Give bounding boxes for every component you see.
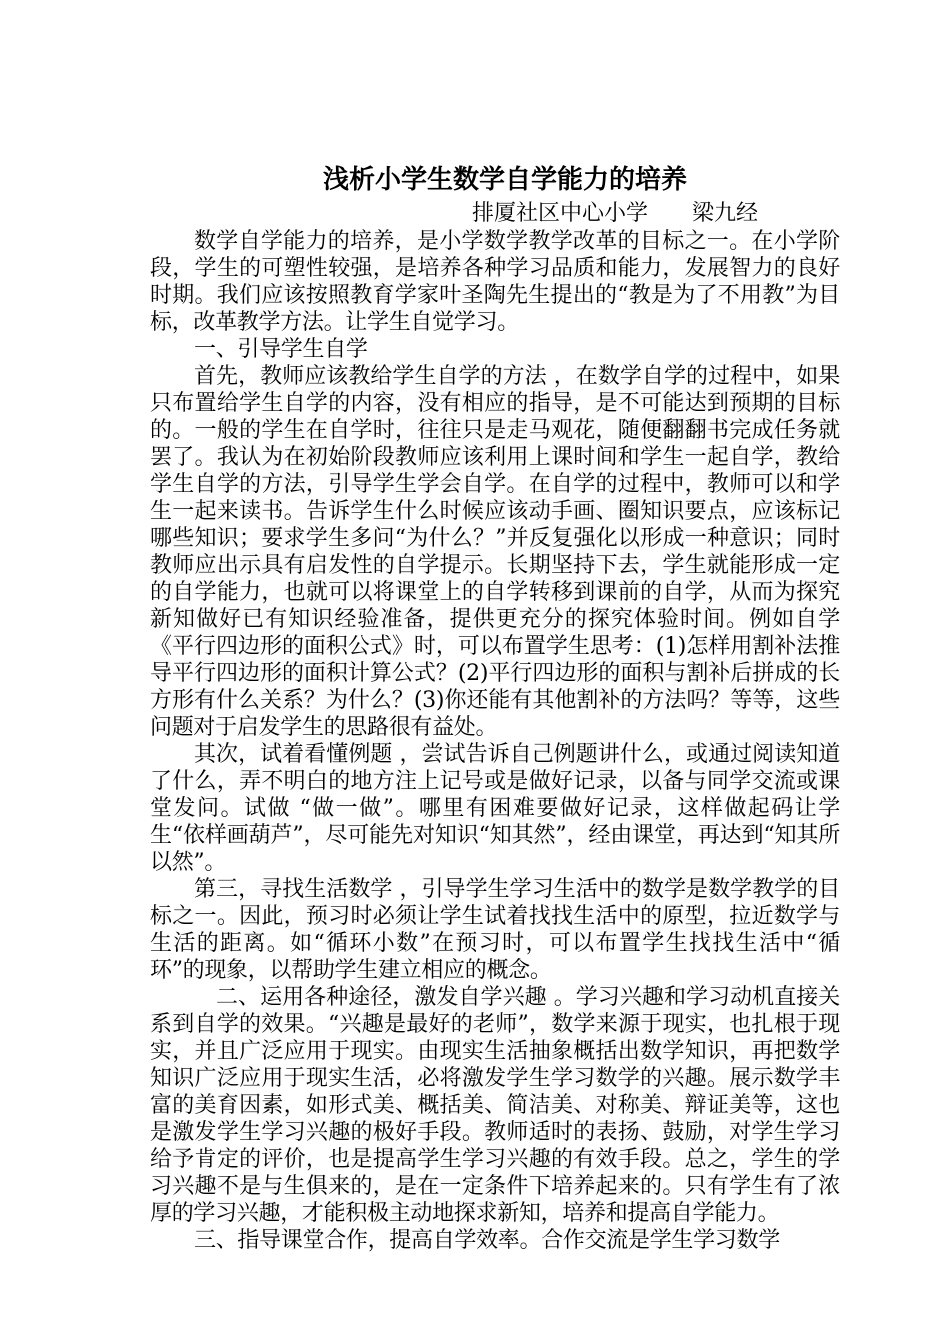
paragraph-third: 第三，寻找生活数学 ，引导学生学习生活中的数学是数学教学的目标之一。因此，预习时必须让学生试着找找生活中的原型，拉近数学与生活的距离。如“循环小数”在预习时，可以布置学生找找生活中“循环”的现象，以帮助学生建立相应的概念。 <box>150 877 840 983</box>
author-name: 梁九经 <box>692 201 759 226</box>
school-name: 排厦社区中心小学 <box>472 201 649 226</box>
section-heading-1: 一、引导学生自学 <box>194 337 368 362</box>
paragraph-first: 首先，教师应该教给学生自学的方法 ，在数学自学的过程中，如果只布置给学生自学的内容，没有相应的指导，是不可能达到预期的目标的。一般的学生在自学时，往往只是走马观花，随便翻翻书完成任务就罢了。我认为在初始阶段教师应该利用上课时间和学生一起自学，教给学生自学的方法，引导学生学会自学。在自学的过程中，教师可以和学生一起来读书。告诉学生什么时候应该动手画、圈知识要点，应该标记哪些知识；要求学生多问“为什么？”并反复强化以形成一种意识；同时教师应出示具有启发性的自学提示。长期坚持下去，学生就能形成一定的自学能力，也就可以将课堂上的自学转移到课前的自学，从而为探究新知做好已有知识经验准备，提供更充分的探究体验时间。例如自学《平行四边形的面积公式》时，可以布置学生思考：(1)怎样用割补法推导平行四边形的面积计算公式？(2)平行四边形的面积与割补后拼成的长方形有什么关系？为什么？(3)你还能有其他割补的方法吗？等等，这些问题对于启发学生的思路很有益处。 <box>150 364 840 740</box>
paragraph-second: 其次，试着看懂例题 ，尝试告诉自己例题讲什么，或通过阅读知道了什么，弄不明白的地方注上记号或是做好记录，以备与同学交流或课堂发问。试做 “做一做”。哪里有困难要做好记录，这样做起码让学生“依样画葫芦”，尽可能先对知识“知其然”，经由课堂，再达到“知其所以然”。 <box>150 742 840 875</box>
document-title: 浅析小学生数学自学能力的培养 <box>322 165 687 195</box>
document-page <box>150 160 840 1254</box>
document-body <box>150 228 840 1254</box>
section-heading-3-paragraph: 三、指导课堂合作，提高自学效率。合作交流是学生学习数学 <box>194 1228 780 1253</box>
byline <box>150 200 840 228</box>
section-heading-2-paragraph: 二、运用各种途径，激发自学兴趣 。学习兴趣和学习动机直接关系到自学的效果。“兴趣是最好的老师”，数学来源于现实，也扎根于现实，并且广泛应用于现实。由现实生活抽象概括出数学知识，再把数学知识广泛应用于现实生活，必将激发学生学习数学的兴趣。展示数学丰富的美育因素，如形式美、概括美、简洁美、对称美、辩证美等，这也是激发学生学习兴趣的极好手段。教师适时的表扬、鼓励，对学生学习给予肯定的评价，也是提高学生学习兴趣的有效手段。总之，学生的学习兴趣不是与生俱来的，是在一定条件下培养起来的。只有学生有了浓厚的学习兴趣，才能积极主动地探求新知，培养和提高自学能力。 <box>150 985 840 1226</box>
paragraph-intro: 数学自学能力的培养，是小学数学教学改革的目标之一。在小学阶段，学生的可塑性较强，是培养各种学习品质和能力，发展智力的良好时期。我们应该按照教育学家叶圣陶先生提出的“教是为了不用教”为目标，改革教学方法。让学生自觉学习。 <box>150 229 840 335</box>
